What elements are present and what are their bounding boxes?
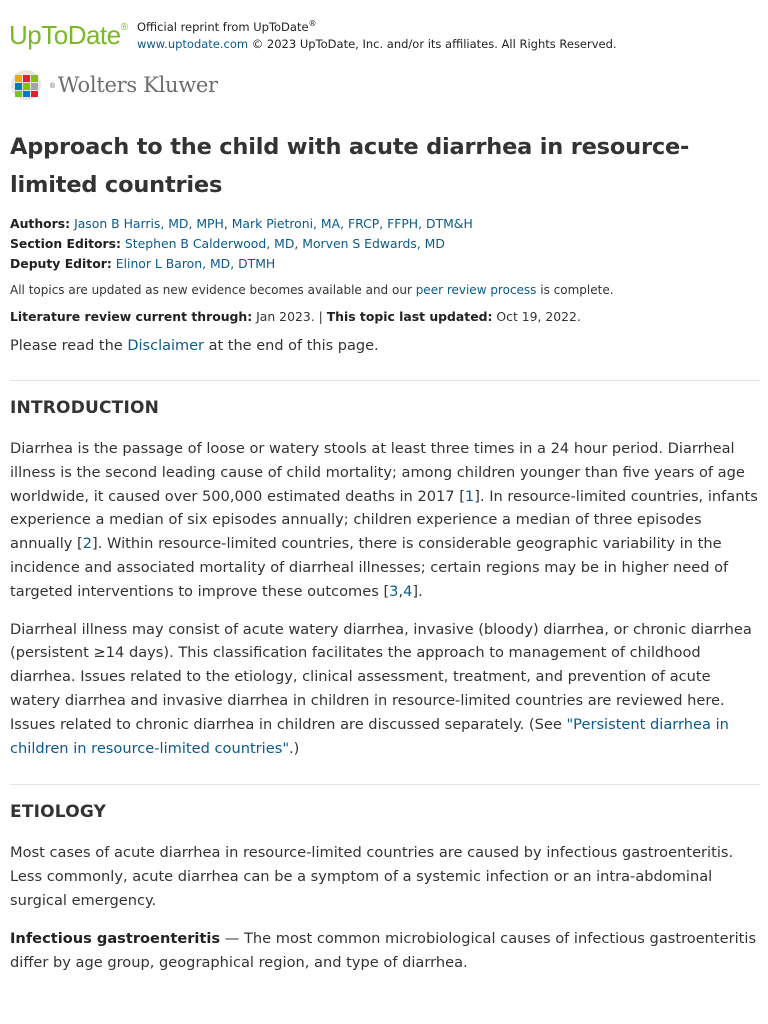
deputy-editor-label: Deputy Editor: — [10, 256, 112, 271]
etiology-paragraph-2 — [10, 927, 760, 975]
intro-text-a: Diarrhea is the passage of loose or watery stools at least three times in a 24 hour period. Diarrheal illness is the second leading cause of child mortality; among children younger than five years of age worldwide, it caused over 500,000 estimated deaths in 2017 [ — [10, 440, 745, 505]
deputy-editor-row — [10, 254, 760, 274]
reprint-line: Official reprint from UpToDate — [137, 19, 309, 34]
etiology-paragraph-1: Most cases of acute diarrhea in resource-limited countries are caused by infectious gastroenteritis. Less commonly, acute diarrhea can be a symptom of a systemic infection or an intra-abdominal surgical emergency. — [10, 844, 734, 909]
update-note — [10, 281, 760, 299]
disclaimer-line — [10, 336, 760, 356]
section-editor-link-2[interactable]: Morven S Edwards, MD — [302, 236, 445, 251]
introduction-paragraph-2 — [10, 618, 760, 761]
wolters-kluwer-logo[interactable] — [9, 68, 218, 102]
last-updated-label: This topic last updated: — [326, 309, 493, 324]
update-note-end: is complete. — [536, 283, 614, 297]
author-link-1[interactable]: Jason B Harris, MD, MPH — [74, 216, 224, 231]
disclaimer-text: Please read the — [10, 338, 128, 354]
intro-text-c: ]. Within resource-limited countries, there is considerable geographic variability in the incidence and associated mortality of diarrheal illnesses; certain regions may be in higher need of targeted interventions to improve these outcomes [ — [10, 535, 729, 600]
reference-link-1[interactable]: 1 — [464, 487, 475, 505]
deputy-editor-link[interactable]: Elinor L Baron, MD, DTMH — [115, 256, 276, 271]
update-note-text: All topics are updated as new evidence becomes available and our — [10, 283, 416, 297]
introduction-heading: INTRODUCTION — [10, 398, 160, 418]
reference-link-4[interactable]: 4 — [403, 582, 413, 600]
disclaimer-link[interactable]: Disclaimer — [127, 338, 205, 354]
persistent-diarrhea-link[interactable]: "Persistent diarrhea in children in resource-limited countries" — [10, 715, 729, 757]
peer-review-link[interactable]: peer review process — [415, 283, 537, 297]
wolters-kluwer-logo-icon — [9, 69, 45, 101]
etiology-heading: ETIOLOGY — [10, 802, 107, 823]
section-editors-row: Section Editors: Stephen B Calderwood, MD, Morven S Edwards, MD — [10, 236, 445, 251]
infectious-gastroenteritis-label: Infectious gastroenteritis — [10, 929, 221, 947]
reference-separator: , — [398, 582, 404, 600]
publisher-registered-mark: ® — [49, 82, 56, 90]
lit-review-label: Literature review current through: — [10, 309, 253, 324]
publisher-name: Wolters Kluwer — [57, 73, 218, 97]
author-link-2[interactable]: Mark Pietroni, MA, FRCP, FFPH, DTM&H — [231, 216, 473, 231]
etiology-text: — The most common microbiological causes of infectious gastroenteritis differ by age group, geographical region, and type of diarrhea. — [10, 929, 757, 971]
section-editors-label: Section Editors: — [10, 236, 121, 251]
disclaimer-text-end: at the end of this page. — [204, 338, 379, 354]
logo-text: UpToDate — [9, 20, 121, 50]
lit-review-date: Jan 2023. | — [252, 309, 327, 324]
intro-text-d: ]. — [412, 582, 423, 600]
uptodate-logo[interactable] — [9, 12, 128, 51]
article — [10, 128, 760, 974]
copyright-text: © 2023 UpToDate, Inc. and/or its affiliates. All Rights Reserved. — [248, 36, 617, 51]
introduction-paragraph-1 — [10, 437, 760, 604]
review-dates — [10, 308, 760, 326]
last-updated-date: Oct 19, 2022. — [492, 309, 581, 324]
reprint-registered-mark: ® — [308, 19, 317, 28]
header — [0, 0, 768, 60]
section-divider — [10, 380, 760, 381]
reprint-notice — [137, 15, 617, 53]
authors-label: Authors: — [10, 216, 71, 231]
article-credits — [10, 214, 760, 274]
intro-text-f: .) — [289, 739, 300, 757]
logo-registered-mark: ® — [120, 22, 128, 33]
article-title: Approach to the child with acute diarrhea in resource-limited countries — [10, 134, 690, 198]
intro-text-b: ]. In resource-limited countries, infants experience a median of six episodes annually; children experience a median of three episodes annually [ — [10, 487, 758, 553]
uptodate-site-link[interactable]: www.uptodate.com — [137, 36, 249, 51]
section-editor-link-1[interactable]: Stephen B Calderwood, MD — [124, 236, 295, 251]
intro-text-e: Diarrheal illness may consist of acute watery diarrhea, invasive (bloody) diarrhea, or chronic diarrhea (persistent ≥14 days). This classification facilitates the approach to management of childhood diarrhea. Issues related to the etiology, clinical assessment, treatment, and prevention of acute watery diarrhea and invasive diarrhea in children in resource-limited countries are reviewed here. Issues related to chronic diarrhea in children are discussed separately. (See — [10, 620, 752, 733]
reference-link-3[interactable]: 3 — [389, 582, 399, 600]
authors-row: Authors: Jason B Harris, MD, MPH, Mark Pietroni, MA, FRCP, FFPH, DTM&H — [10, 216, 473, 231]
reference-link-2[interactable]: 2 — [82, 535, 93, 553]
section-divider — [10, 784, 760, 785]
